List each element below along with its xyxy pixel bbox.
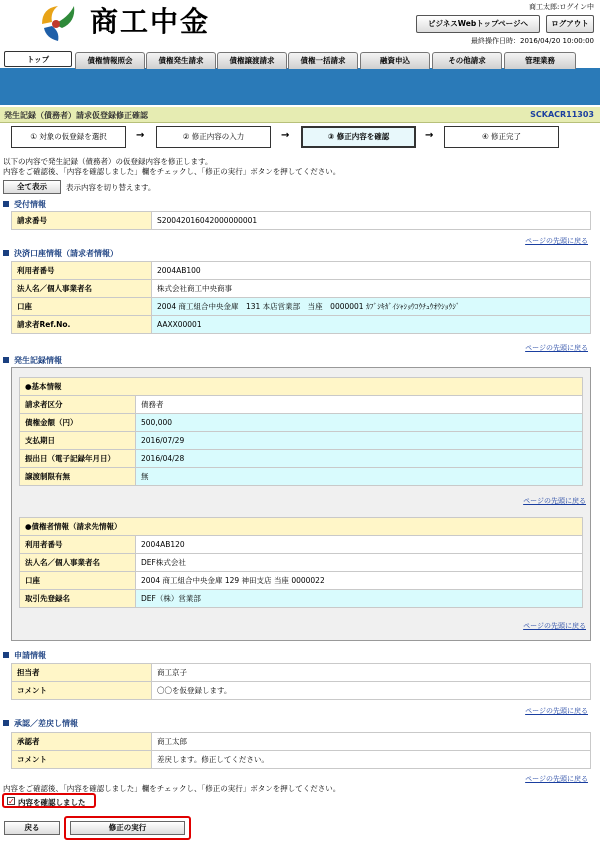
row-value: AAXX00001 [152, 316, 591, 334]
subsection-header: ●基本情報 [20, 378, 583, 396]
table-row [20, 590, 583, 608]
square-bullet-icon [3, 250, 9, 256]
screen-id: SCKACR11303 [530, 110, 594, 119]
arrow-right-icon: → [281, 130, 290, 141]
logo-text: 商工中金 [90, 5, 211, 38]
table-row [12, 316, 591, 334]
row-label: 取引先登録名 [20, 590, 136, 608]
row-label: 口座 [20, 572, 136, 590]
logout-button[interactable]: ログアウト [546, 15, 594, 33]
tab-loan-application[interactable]: 融資申込 [360, 52, 430, 69]
table-row [20, 432, 583, 450]
section-title-text: 承認／差戻し情報 [14, 719, 78, 728]
row-value: DEF（株）営業部 [136, 590, 583, 608]
show-all-button[interactable]: 全て表示 [3, 180, 61, 194]
page-top-link[interactable]: ページの先頭に戻る [525, 707, 588, 715]
page-top-link[interactable]: ページの先頭に戻る [525, 775, 588, 783]
row-label: 担当者 [12, 664, 152, 682]
section-title-application [3, 650, 46, 661]
page-top-link[interactable]: ページの先頭に戻る [523, 622, 586, 630]
basic-info-table [19, 377, 583, 486]
intro-line-2: 内容をご確認後、「内容を確認しました」欄をチェックし、「修正の実行」ボタンを押してください。 [3, 167, 341, 176]
page-title: 発生記録（債務者）請求仮登録修正確認 [4, 111, 148, 120]
tab-claim-transfer[interactable]: 債権譲渡請求 [217, 52, 287, 69]
subsection-header: ●債権者情報（請求先情報） [20, 518, 583, 536]
step-input: ② 修正内容の入力 [156, 126, 271, 148]
table-row [20, 518, 583, 536]
user-status: 商工太郎:ログイン中 [528, 3, 594, 11]
square-bullet-icon [3, 720, 9, 726]
row-value: 500,000 [136, 414, 583, 432]
nav-band [0, 72, 600, 105]
approval-table [11, 732, 591, 769]
row-label: 承認者 [12, 733, 152, 751]
row-label: 請求者区分 [20, 396, 136, 414]
section-title-approval [3, 718, 78, 729]
row-value: 2016/07/29 [136, 432, 583, 450]
tab-claim-issue[interactable]: 債権発生請求 [146, 52, 216, 69]
square-bullet-icon [3, 652, 9, 658]
intro-line-1: 以下の内容で発生記録（債務者）の仮登録内容を修正します。 [3, 157, 213, 166]
section-title-text: 申請情報 [14, 651, 46, 660]
table-row [12, 262, 591, 280]
section-title-issue [3, 355, 62, 366]
section-title-text: 発生記録情報 [14, 356, 62, 365]
row-value: 商工京子 [152, 664, 591, 682]
table-row [12, 298, 591, 316]
row-value: S20042016042000000001 [152, 212, 591, 230]
row-value: 債務者 [136, 396, 583, 414]
row-label: 法人名／個人事業者名 [12, 280, 152, 298]
row-label: 債権金額（円） [20, 414, 136, 432]
tab-claim-inquiry[interactable]: 債権情報照会 [75, 52, 145, 69]
step-complete: ④ 修正完了 [444, 126, 559, 148]
square-bullet-icon [3, 357, 9, 363]
table-row [20, 536, 583, 554]
table-row [12, 733, 591, 751]
application-table [11, 663, 591, 700]
row-value: 無 [136, 468, 583, 486]
table-row [12, 664, 591, 682]
table-row [12, 751, 591, 769]
table-row [12, 212, 591, 230]
page-top-link[interactable]: ページの先頭に戻る [525, 237, 588, 245]
confirm-note: 内容をご確認後、「内容を確認しました」欄をチェックし、「修正の実行」ボタンを押してください。 [3, 784, 341, 793]
main-nav [0, 47, 600, 72]
execute-highlight [64, 816, 191, 840]
table-row [20, 414, 583, 432]
table-row [20, 572, 583, 590]
issue-info-box [11, 367, 591, 641]
creditor-info-table [19, 517, 583, 608]
row-value: DEF株式会社 [136, 554, 583, 572]
square-bullet-icon [3, 201, 9, 207]
title-bar [0, 107, 600, 123]
page-top-link[interactable]: ページの先頭に戻る [525, 344, 588, 352]
row-value: 2004 商工組合中央金庫 131 本店営業部 当座 0000001 ｶﾌﾞｼｷｶﾞｲｼｬｼｮｳｺｳﾁｭｳｵｳｼｮｳｼﾞ [152, 298, 591, 316]
row-label: 譲渡制限有無 [20, 468, 136, 486]
reception-table [11, 211, 591, 230]
last-operation: 最終操作日時：2016/04/20 10:00:00 [470, 37, 594, 45]
row-value: 2004AB120 [136, 536, 583, 554]
table-row [20, 450, 583, 468]
page-top-link[interactable]: ページの先頭に戻る [523, 497, 586, 505]
tab-other-requests[interactable]: その他請求 [432, 52, 502, 69]
table-row [20, 396, 583, 414]
confirm-checkbox-area[interactable] [2, 793, 96, 808]
row-value: 2016/04/28 [136, 450, 583, 468]
table-row [20, 468, 583, 486]
execute-button[interactable]: 修正の実行 [70, 821, 185, 835]
row-label: 法人名／個人事業者名 [20, 554, 136, 572]
row-value: 株式会社商工中央商事 [152, 280, 591, 298]
section-title-reception [3, 199, 46, 210]
row-label: 支払期日 [20, 432, 136, 450]
row-value: 〇〇を仮登録します。 [152, 682, 591, 700]
row-label: 請求番号 [12, 212, 152, 230]
web-top-button[interactable]: ビジネスWebトップページへ [416, 15, 540, 33]
back-button[interactable]: 戻る [4, 821, 60, 835]
arrow-right-icon: → [136, 130, 145, 141]
table-row [20, 554, 583, 572]
section-title-text: 受付情報 [14, 200, 46, 209]
table-row [12, 682, 591, 700]
confirm-checkbox-label[interactable]: 内容を確認しました [18, 798, 86, 807]
step-confirm: ③ 修正内容を確認 [301, 126, 416, 148]
tab-top[interactable]: トップ [4, 51, 72, 67]
confirm-checkbox[interactable]: ✓ [8, 797, 15, 806]
row-label: コメント [12, 751, 152, 769]
arrow-right-icon: → [425, 130, 434, 141]
logo-icon [38, 4, 78, 42]
table-row [20, 378, 583, 396]
toggle-description: 表示内容を切り替えます。 [66, 183, 156, 192]
row-label: 口座 [12, 298, 152, 316]
row-value: 差戻します。修正してください。 [152, 751, 591, 769]
table-row [12, 280, 591, 298]
row-label: 利用者番号 [20, 536, 136, 554]
section-title-settlement [3, 248, 118, 259]
tab-bulk-request[interactable]: 債権一括請求 [288, 52, 358, 69]
row-value: 商工太郎 [152, 733, 591, 751]
row-label: コメント [12, 682, 152, 700]
row-label: 振出日（電子記録年月日） [20, 450, 136, 468]
settlement-table [11, 261, 591, 334]
section-title-text: 決済口座情報（請求者情報） [14, 249, 118, 258]
row-value: 2004 商工組合中央金庫 129 神田支店 当座 0000022 [136, 572, 583, 590]
row-label: 請求者Ref.No. [12, 316, 152, 334]
step-select: ① 対象の仮登録を選択 [11, 126, 126, 148]
header [0, 0, 600, 47]
row-label: 利用者番号 [12, 262, 152, 280]
tab-management[interactable]: 管理業務 [504, 52, 576, 69]
row-value: 2004AB100 [152, 262, 591, 280]
